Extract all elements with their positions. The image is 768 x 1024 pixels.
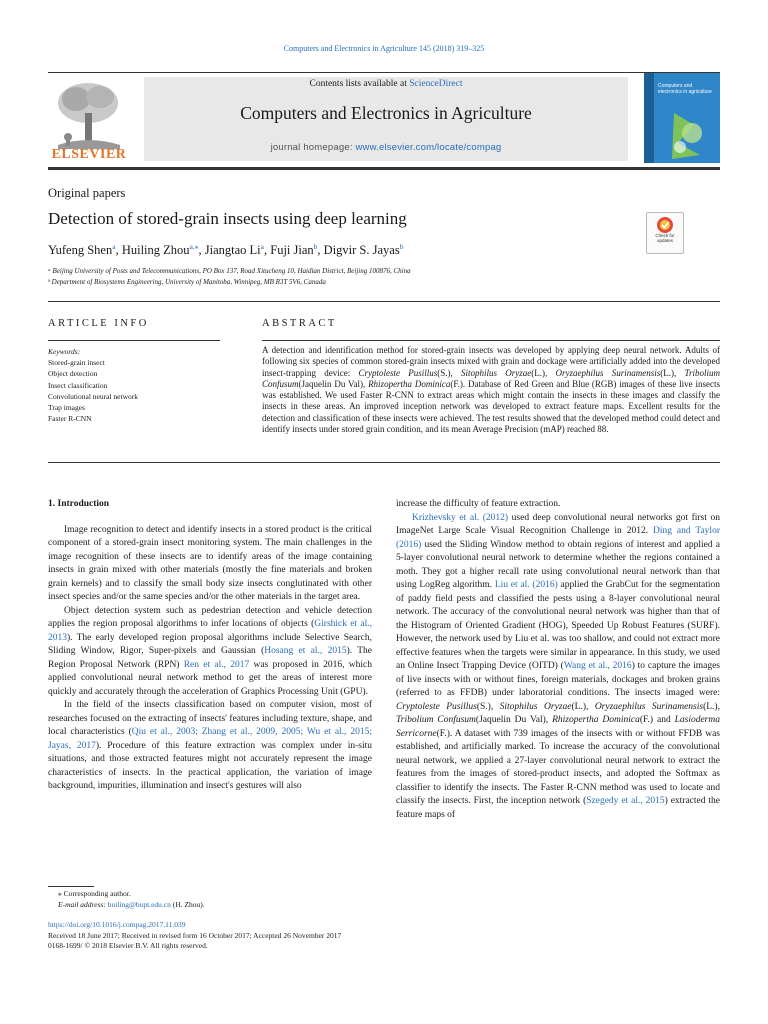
publisher-wordmark[interactable]: ELSEVIER	[51, 147, 127, 162]
footnote	[48, 888, 205, 910]
author-name[interactable]: Jiangtao Li	[204, 243, 261, 258]
author-affiliation-marker[interactable]: b	[399, 242, 404, 251]
contents-prefix: Contents lists available at	[309, 79, 410, 89]
email-link[interactable]: huiling@bupt.edu.cn	[107, 900, 171, 909]
homepage-prefix: journal homepage:	[270, 142, 356, 153]
keyword-item: Stored-grain insect	[48, 358, 105, 368]
author-affiliation-marker[interactable]: b	[313, 242, 318, 251]
abstract-heading: ABSTRACT	[262, 318, 337, 329]
journal-homepage	[144, 142, 628, 153]
author-separator: ,	[198, 243, 205, 258]
citation-link[interactable]: Hosang et al., 2015	[264, 646, 347, 656]
journal-title-box	[144, 77, 628, 161]
citation-link[interactable]: Krizhevsky et al. (2012)	[412, 512, 509, 523]
paragraph: In the field of the insects classification based on computer vision, most of researches focused on the extracting of insects' features including texture, shape, and local characteristics (Qiu et al., 2003; Zhang et al., 2009, 2005; Wu et al., 2015; Jayas, 2017). Procedure of this feature extraction was complex under in-situ situations, and those extracted features might not accurately represent the image characteristics of insects. In the practical application, the variation of image background, impurities, illumination and insect's gestures will also	[48, 700, 373, 791]
author-separator: ,	[115, 243, 122, 258]
paragraph: Object detection system such as pedestrian detection and vehicle detection applies the region proposal algorithms to infer locations of objects (Girshick et al., 2013). The early developed region proposal algorithms include Selective Search, Sliding Window, Rigor, Super-pixels and Gaussian (Hosang et al., 2015). The Region Proposal Network (RPN) Ren et al., 2017 was proposed in 2016, which applied convolutional neural network method to get the areas of interest more quickly and accurately through the acceleration of Graphics Processing Unit (GPU).	[48, 605, 373, 697]
author-name[interactable]: Fuji Jian	[270, 243, 314, 258]
author-list	[48, 242, 403, 258]
right-column	[396, 498, 720, 822]
abstract-body: A detection and identification method for stored-grain insects was developed by applying deep neural network. Adults of following six species of common stored-grain insects mixed with grain and dockage were artificially added into the developed insect-trapping device: Cryptoleste Pusillus(S.), Sitophilus Oryzae(L.), Oryzaephilus Surinamensis(L.), Tribolium Confusum(Jaquelin Du Val), Rhizopertha Dominica(F.). Database of Red Green and Blue (RGB) images of these live insects was established. We used Faster R-CNN to extract areas which might contain the insects in these images and classify the insects in these areas. An improved inception network was developed to extract feature maps. Excellent results for the detection and classification of these insects were achieved. The test results showed that the developed method could detect and identify insects under stored grain condition, and its mean Average Precision (mAP) reached 88.	[262, 345, 721, 435]
sciencedirect-link[interactable]: ScienceDirect	[409, 79, 463, 89]
author-separator: ,	[264, 243, 271, 258]
divider	[48, 462, 720, 463]
doi-link[interactable]: https://doi.org/10.1016/j.compag.2017.11.039	[48, 920, 186, 929]
bibliographic-info	[48, 920, 341, 952]
paper-title: Detection of stored-grain insects using deep learning	[48, 209, 407, 228]
keyword-item: Faster R-CNN	[48, 414, 92, 424]
citation-link[interactable]: Liu et al. (2016)	[494, 580, 558, 590]
keywords-block	[48, 346, 220, 424]
copyright: 0168-1699/ © 2018 Elsevier B.V. All rights reserved.	[48, 941, 208, 950]
email-line: E-mail address: huiling@bupt.edu.cn (H. Zhou).	[58, 900, 205, 909]
citation-link[interactable]: Szegedy et al., 2015	[586, 796, 665, 806]
check-for-updates-badge[interactable]	[646, 212, 684, 254]
affiliation-a: ᵃ Beijing University of Posts and Telecommunications, PO Box 137, Road Xitucheng 10, Haidian District, Beijing 100876, China	[48, 267, 411, 275]
citation-link[interactable]: Wang et al., 2016	[563, 661, 632, 671]
paragraph: Image recognition to detect and identify insects in a stored product is the critical component of a stored-grain insect monitoring system. The main challenges in the image recognition of these insects are to identify areas of the image containing insects in grain mixed with other materials (mostly the fine materials and broken grain kernels) and to classify the small body size insects conglutinated with other insect species and/or the same species and/or the other materials in the target area.	[48, 524, 372, 602]
left-column	[48, 498, 372, 794]
keyword-item: Object detection	[48, 369, 98, 379]
affiliation-b: ᵇ Department of Biosystems Engineering, University of Manitoba, Winnipeg, MB R3T 5V6, Canada	[48, 278, 326, 286]
citation-link[interactable]: Girshick et al., 2013	[48, 619, 372, 643]
keywords-label: Keywords:	[48, 347, 81, 356]
citation-link[interactable]: Ding and Taylor (2016)	[396, 526, 720, 550]
keyword-item: Trap images	[48, 403, 86, 413]
author-name[interactable]: Yufeng Shen	[48, 243, 113, 258]
contents-line	[144, 79, 628, 89]
journal-title[interactable]: Computers and Electronics in Agriculture	[240, 103, 532, 123]
journal-header	[48, 72, 720, 170]
paragraph: increase the difficulty of feature extraction.	[396, 499, 561, 509]
section-type: Original papers	[48, 186, 126, 200]
citation-link[interactable]: Ren et al., 2017	[183, 659, 250, 670]
keyword-item: Convolutional neural network	[48, 391, 138, 401]
received-dates: Received 18 June 2017; Received in revised form 16 October 2017; Accepted 26 November 2017	[48, 930, 342, 940]
check-updates-icon	[656, 216, 674, 234]
divider	[48, 340, 220, 341]
paragraph: Krizhevsky et al. (2012) used deep convolutional neural networks got first on ImageNet Large Scale Visual Recognition Challenge in 2012. Ding and Taylor (2016) used the Sliding Window method to obtain regions of interest and applied a 5-layer convolutional neural network to determine whether the regions contained a moth. They got a higher recall rate using convolutional neural network than that using LogReg algorithm. Liu et al. (2016) applied the GrabCut for the segmentation of paddy field pests and classified the pests using a 8-layer convolutional neural network. The accuracy of the convolutional neural network was higher than that of the Histogram of Oriented Gradient (HOG), Speeded Up Robust Features (SURF). However, the network used by Liu et al. was too shallow, and could not extract more effective features when the targets were similar in appearance. In this study, we used an Online Insect Trapping Device (OITD) (Wang et al., 2016) to capture the images of live insects with or without fines, foreign materials, dockages and broken grains (referred to as FFDB) under laboratorial conditions. The insects imaged were: Cryptoleste Pusillus(S.), Sitophilus Oryzae(L.), Oryzaephilus Surinamensis(L.), Tribolium Confusum(Jaquelin Du Val), Rhizopertha Dominica(F.) and Lasioderma Serricorne(F.). A dataset with 739 images of the insects with or without FFDB was established, and artificially marked. To increase the accuracy of the convolutional neural network, we applied a 27-layer convolutional neural network to extract the features from the images of stored-product insects, and adopted the Softmax as classifier to identify the insects. The Faster R-CNN method was used to locate and classify the insects. First, the inception network (Szegedy et al., 2015) extracted the feature maps of	[396, 512, 721, 820]
divider	[48, 301, 720, 302]
cover-title: Computers and electronics in agriculture	[658, 83, 712, 95]
author-name[interactable]: Digvir S. Jayas	[323, 243, 400, 258]
article-info-heading: ARTICLE INFO	[48, 318, 149, 329]
section-heading: 1. Introduction	[48, 499, 110, 509]
author-name[interactable]: Huiling Zhou	[121, 243, 190, 258]
journal-cover-thumbnail[interactable]	[644, 73, 720, 163]
author-affiliation-marker[interactable]: a	[112, 242, 116, 251]
homepage-link[interactable]: www.elsevier.com/locate/compag	[355, 142, 502, 153]
journal-citation[interactable]: Computers and Electronics in Agriculture 145 (2018) 319–325	[283, 44, 485, 53]
author-affiliation-marker[interactable]: a	[260, 242, 264, 251]
keyword-item: Insect classification	[48, 380, 108, 390]
footnote-divider	[48, 886, 94, 887]
author-affiliation-marker[interactable]: a,⁎	[189, 242, 199, 251]
corresponding-author-note: ⁎ Corresponding author.	[58, 889, 131, 898]
divider	[262, 340, 720, 341]
citation-link[interactable]: Qiu et al., 2003; Zhang et al., 2009, 2005; Wu et al., 2015; Jayas, 2017	[48, 727, 372, 751]
author-separator: ,	[317, 243, 324, 258]
check-updates-label: Check for updates	[655, 233, 675, 243]
